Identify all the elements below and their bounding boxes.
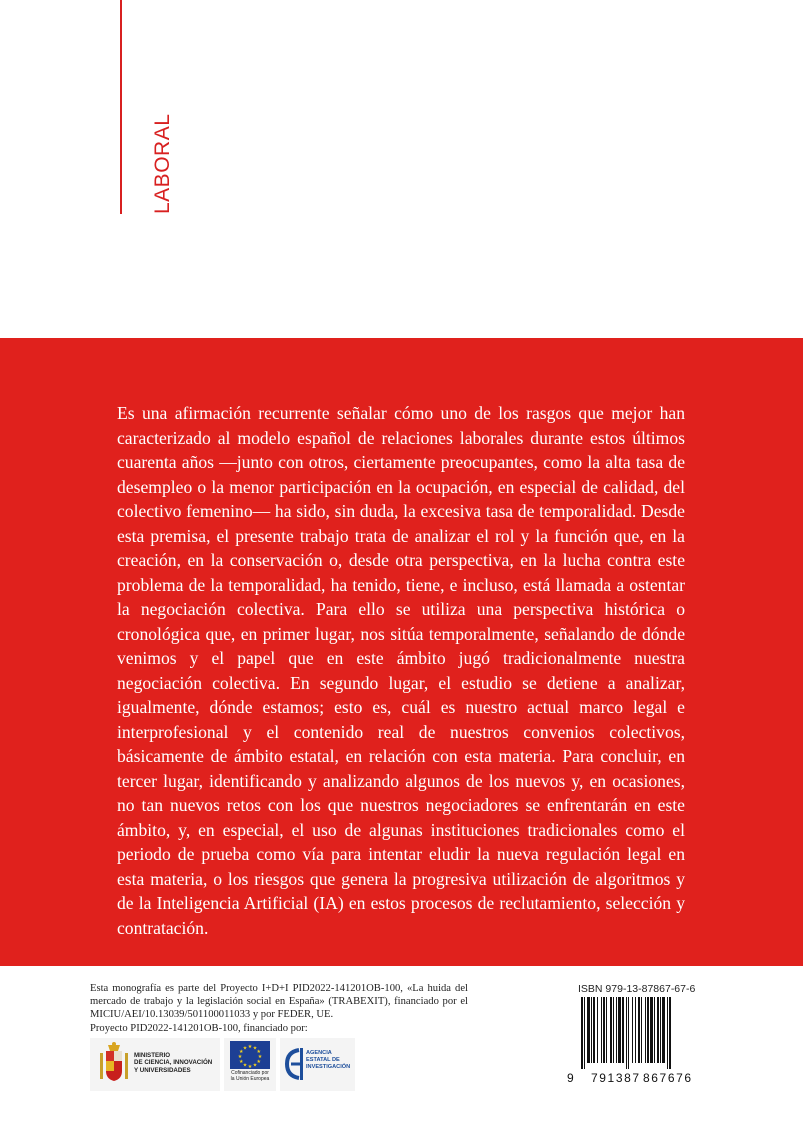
back-cover-abstract: Es una afirmación recurrente señalar cómo uno de los rasgos que mejor han caracterizado al modelo español de relaciones laborales durante estos últimos cuarenta años —junto con otros, ciertamente preocupantes, como la alta tasa de desempleo o la menor participación en la ocupación, en especial de calidad, del colectivo femenino— ha sido, sin duda, la excesiva tasa de temporalidad. Desde esta premisa, el presente trabajo trata de analizar el rol y la función que, en la creación, en la conservación o, desde otra perspectiva, en la lucha contra este problema de la temporalidad, ha tenido, tiene, e incluso, está llamada a ostentar la negociación colectiva. Para ello se utiliza una perspectiva histórica o cronológica que, en primer lugar, nos sitúa temporalmente, señalando de dónde venimos y el papel que en este ámbito jugó tradicionalmente nuestra negociación colectiva. En segundo lugar, el estudio se detiene a analizar, igualmente, dónde estamos; esto es, cuál es nuestro actual marco legal e interprofesional y el contenido real de nuestros convenios colectivos, básicamente de ámbito estatal, en relación con esta materia. Para concluir, en tercer lugar, identificando y analizando algunos de los nuevos y, en ocasiones, no tan nuevos retos con los que nuestros negociadores se enfrentarán en este ámbito, y, en especial, el uso de algunas instituciones tradicionales como el periodo de prueba como vía para intentar eludir la nueva regulación legal en esta materia, o los riesgos que genera la progresiva utilización de algoritmos y de la Inteligencia Artificial (IA) en estos procesos de reclutamiento, selección y contratación. xyxy=(117,403,685,938)
barcode-bar xyxy=(667,997,668,1069)
aei-line-1: AGENCIA xyxy=(306,1050,332,1056)
barcode-bar xyxy=(591,997,592,1063)
series-rule xyxy=(120,0,122,214)
barcode-right-digits: 867676 xyxy=(643,1071,693,1085)
svg-text:★: ★ xyxy=(257,1054,263,1060)
barcode-bar xyxy=(635,997,636,1063)
barcode-bar xyxy=(669,997,671,1069)
barcode-bar xyxy=(606,997,607,1063)
spain-coat-of-arms-icon xyxy=(94,1041,134,1089)
barcode-bar xyxy=(626,997,627,1069)
barcode-bar xyxy=(601,997,602,1063)
ministry-line-2: DE CIENCIA, INNOVACIÓN xyxy=(134,1059,213,1067)
barcode-bar xyxy=(628,997,629,1069)
svg-text:★: ★ xyxy=(242,1045,248,1052)
barcode-bar xyxy=(645,997,646,1063)
svg-text:★: ★ xyxy=(252,1062,258,1069)
svg-text:★: ★ xyxy=(247,1044,253,1050)
barcode-bar xyxy=(618,997,621,1063)
barcode-bar xyxy=(632,997,633,1063)
barcode-bar xyxy=(622,997,624,1063)
ministry-name xyxy=(134,1052,218,1074)
eu-flag-icon xyxy=(230,1041,270,1069)
barcode-bar xyxy=(638,997,640,1063)
svg-text:★: ★ xyxy=(256,1059,261,1065)
barcode-bar xyxy=(581,997,583,1069)
barcode-left-digits: 791387 xyxy=(591,1071,641,1085)
aei-logo-icon xyxy=(283,1044,305,1084)
barcode-bar xyxy=(641,997,642,1063)
barcode-bar xyxy=(613,997,614,1063)
barcode-bar xyxy=(597,997,598,1063)
barcode-bar xyxy=(662,997,665,1063)
barcode xyxy=(580,997,700,1069)
eu-caption xyxy=(224,1070,276,1082)
series-label: LABORAL xyxy=(151,113,174,214)
svg-text:★: ★ xyxy=(242,1062,248,1069)
barcode-bar xyxy=(650,997,653,1063)
ministry-logo xyxy=(90,1038,220,1091)
isbn-label: ISBN 979-13-87867-67-6 xyxy=(578,983,696,995)
barcode-bar xyxy=(616,997,617,1063)
svg-text:★: ★ xyxy=(237,1054,243,1060)
svg-text:★: ★ xyxy=(247,1064,253,1069)
eu-logo xyxy=(224,1038,276,1091)
barcode-bar xyxy=(593,997,595,1063)
ministry-line-3: Y UNIVERSIDADES xyxy=(134,1066,191,1074)
eu-caption-line-1: Cofinanciado por xyxy=(231,1070,269,1076)
barcode-bar xyxy=(660,997,661,1063)
aei-line-2: ESTATAL DE xyxy=(306,1056,340,1063)
barcode-bar xyxy=(657,997,659,1063)
barcode-bar xyxy=(647,997,649,1063)
svg-text:★: ★ xyxy=(256,1049,261,1055)
ministry-line-1: MINISTERIO xyxy=(134,1052,171,1059)
svg-text:★: ★ xyxy=(252,1045,258,1052)
aei-line-3: INVESTIGACIÓN xyxy=(306,1063,351,1070)
barcode-bar xyxy=(603,997,605,1063)
svg-text:★: ★ xyxy=(239,1059,244,1065)
funding-note: Esta monografía es parte del Proyecto I+D+I PID2022-141201OB-100, «La huida del mercado de trabajo y la legislación social en España» (TRABEXIT), financiado por el MICIU/AEI/10.13039/501100011033 y por FEDER, UE. xyxy=(90,983,468,1021)
barcode-lead-digit: 9 xyxy=(567,1071,574,1085)
eu-caption-line-2: la Unión Europea xyxy=(230,1076,270,1082)
svg-text:★: ★ xyxy=(239,1049,244,1055)
barcode-bar xyxy=(610,997,612,1063)
funded-by-label: Proyecto PID2022-141201OB-100, financiado por: xyxy=(90,1023,308,1034)
aei-name xyxy=(306,1050,352,1070)
aei-logo xyxy=(280,1038,355,1091)
barcode-bar xyxy=(654,997,655,1063)
barcode-bar xyxy=(584,997,585,1069)
barcode-bar xyxy=(587,997,590,1063)
